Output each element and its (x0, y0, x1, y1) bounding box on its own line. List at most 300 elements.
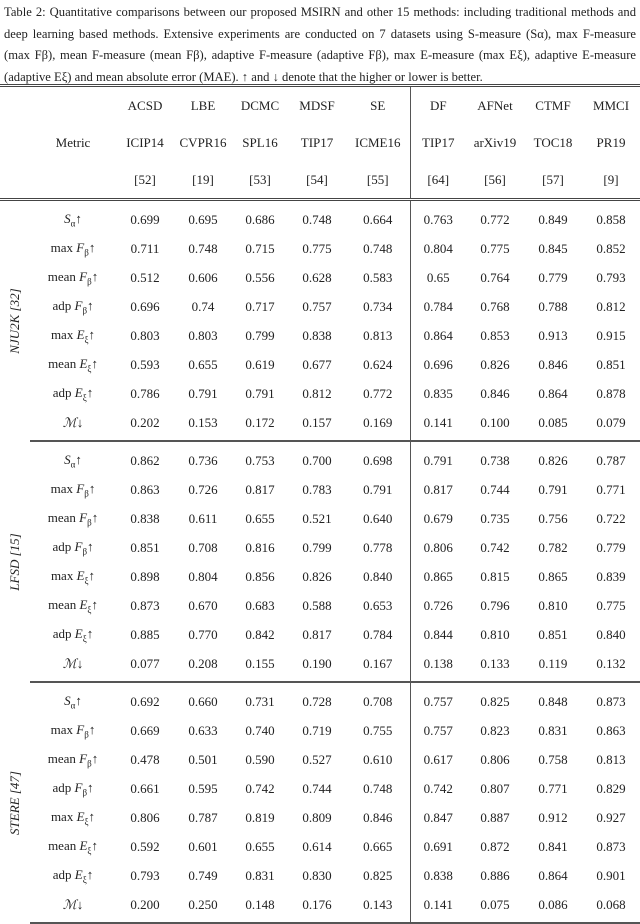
metric-symbol: E (79, 355, 88, 371)
table-row (0, 832, 640, 861)
table-cell: 0.823 (480, 722, 510, 738)
table-cell: 0.755 (346, 716, 410, 745)
table-cell: 0.077 (116, 649, 174, 682)
table-row (0, 234, 640, 263)
table-cell: 0.835 (423, 385, 453, 401)
table-cell: 0.830 (302, 867, 332, 883)
table-cell: 0.719 (302, 722, 332, 738)
table-cell: 0.865 (423, 568, 453, 584)
table-cell: 0.913 (538, 327, 568, 343)
table-cell: 0.734 (346, 292, 410, 321)
metric-header: Metric (55, 134, 91, 150)
table-cell: 0.829 (596, 780, 626, 796)
metric-header (30, 161, 116, 200)
table-cell: 0.864 (538, 867, 568, 883)
table-cell: 0.756 (538, 510, 568, 526)
table-cell: 0.758 (538, 751, 568, 767)
metric-label: $\max F_\beta↑$ (50, 721, 96, 740)
metric-label (30, 200, 116, 235)
metric-arrow: ↑ (91, 268, 99, 284)
metric-label: adp $E_\xi↑$ (52, 625, 94, 644)
table-cell: 0.138 (410, 649, 466, 682)
table-cell: 0.817 (302, 626, 332, 642)
table-cell: 0.786 (130, 385, 160, 401)
table-cell: 0.167 (346, 649, 410, 682)
table-cell: 0.779 (596, 539, 626, 555)
table-cell: 0.816 (245, 539, 275, 555)
table-cell: 0.664 (346, 200, 410, 235)
table-cell: 0.653 (346, 591, 410, 620)
table-cell: 0.692 (130, 693, 160, 709)
table-row (0, 861, 640, 890)
table-cell: 0.791 (423, 452, 453, 468)
table-cell: 0.655 (188, 356, 218, 372)
metric-arrow: ↓ (76, 655, 84, 671)
header-row (0, 124, 640, 161)
table-cell: 0.735 (480, 510, 510, 526)
metric-symbol: F (76, 721, 85, 737)
dataset-name (0, 200, 30, 442)
table-cell: 0.826 (538, 452, 568, 468)
metric-arrow: ↑ (88, 239, 96, 255)
method-name: MDSF (288, 86, 346, 125)
metric-label: mean $E_\xi↑$ (48, 596, 98, 615)
table-cell: 0.873 (596, 693, 626, 709)
table-cell: 0.856 (245, 568, 275, 584)
table-cell: 0.791 (538, 481, 568, 497)
table-row (0, 533, 640, 562)
table-row (0, 321, 640, 350)
table-cell: 0.799 (245, 327, 275, 343)
table-cell: 0.695 (188, 211, 218, 227)
table-cell: 0.190 (288, 649, 346, 682)
table-cell: 0.810 (538, 597, 568, 613)
table-cell: 0.772 (480, 211, 510, 227)
metric-symbol: F (74, 297, 83, 313)
method-venue: arXiv19 (473, 134, 517, 150)
method-venue: TOC18 (533, 134, 573, 150)
table-cell: 0.841 (538, 838, 568, 854)
dataset-label: LFSD [15] (7, 532, 22, 591)
table-cell: 0.698 (346, 441, 410, 475)
method-ref: [19] (174, 161, 232, 200)
metric-symbol: F (79, 509, 88, 525)
table-cell: 0.478 (130, 751, 160, 767)
table-cell: 0.726 (188, 481, 218, 497)
metric-arrow: ↑ (88, 721, 96, 737)
metric-label: mean $E_\xi↑$ (48, 837, 98, 856)
table-cell: 0.742 (245, 780, 275, 796)
metric-subscript: β (84, 488, 89, 499)
table-cell: 0.768 (480, 298, 510, 314)
metric-symbol: F (74, 779, 83, 795)
metric-arrow: ↑ (86, 625, 94, 641)
table-cell: 0.169 (346, 408, 410, 441)
table-row (0, 292, 640, 321)
table-cell: 0.772 (346, 379, 410, 408)
table-cell: 0.155 (232, 649, 288, 682)
metric-arrow: ↑ (88, 567, 96, 583)
table-cell: 0.872 (480, 838, 510, 854)
table-cell: 0.810 (480, 626, 510, 642)
table-cell: 0.886 (480, 867, 510, 883)
table-cell: 0.825 (346, 861, 410, 890)
metric-arrow: ↑ (87, 297, 94, 313)
table-cell: 0.898 (130, 568, 160, 584)
table-cell: 0.793 (130, 867, 160, 883)
table-cell: 0.176 (288, 890, 346, 923)
metric-arrow: ↑ (75, 451, 82, 467)
table-cell: 0.744 (302, 780, 332, 796)
table-cell: 0.696 (423, 356, 453, 372)
table-cell: 0.831 (245, 867, 275, 883)
table-cell: 0.757 (423, 693, 453, 709)
dataset-group (0, 441, 640, 682)
table-cell: 0.665 (346, 832, 410, 861)
metric-subscript: ξ (84, 816, 89, 827)
table-cell: 0.862 (130, 452, 160, 468)
header-spacer (0, 124, 30, 161)
table-cell: 0.853 (480, 327, 510, 343)
metric-symbol: E (74, 384, 83, 400)
table-row (0, 591, 640, 620)
method-ref: [52] (116, 161, 174, 200)
metric-label: $\max E_\xi↑$ (50, 567, 96, 586)
table-cell: 0.803 (130, 327, 160, 343)
method-venue: CVPR16 (179, 134, 227, 150)
metric-subscript: ξ (82, 633, 87, 644)
table-cell: 0.753 (245, 452, 275, 468)
dataset-group (0, 200, 640, 442)
table-cell: 0.748 (346, 774, 410, 803)
table-cell: 0.793 (596, 269, 626, 285)
table-cell: 0.764 (480, 269, 510, 285)
table-cell: 0.749 (188, 867, 218, 883)
method-name: LBE (174, 86, 232, 125)
metric-symbol: ℳ (62, 655, 77, 671)
table-cell: 0.849 (538, 211, 568, 227)
table-cell: 0.839 (596, 568, 626, 584)
table-cell: 0.885 (130, 626, 160, 642)
table-cell: 0.804 (423, 240, 453, 256)
method-ref: [9] (582, 161, 640, 200)
table-cell: 0.847 (423, 809, 453, 825)
table-cell: 0.501 (188, 751, 218, 767)
method-venue: SPL16 (242, 134, 278, 150)
metric-arrow: ↑ (91, 509, 99, 525)
table-cell: 0.590 (245, 751, 275, 767)
table-cell: 0.588 (302, 597, 332, 613)
table-cell: 0.708 (188, 539, 218, 555)
table-cell: 0.661 (130, 780, 160, 796)
table-cell: 0.691 (423, 838, 453, 854)
table-cell: 0.085 (524, 408, 582, 441)
metric-label: mean $F_\beta↑$ (47, 509, 99, 528)
table-cell: 0.143 (346, 890, 410, 923)
table-cell: 0.521 (302, 510, 332, 526)
metric-subscript: β (87, 517, 92, 528)
table-cell: 0.915 (596, 327, 626, 343)
metric-subscript: β (84, 247, 89, 258)
table-cell: 0.851 (538, 626, 568, 642)
metric-subscript: β (82, 305, 88, 316)
table-row (0, 620, 640, 649)
metric-symbol: E (76, 326, 85, 342)
table-cell: 0.748 (346, 234, 410, 263)
header-row (0, 161, 640, 200)
table-cell: 0.838 (130, 510, 160, 526)
metric-symbol: E (74, 866, 83, 882)
table-cell: 0.784 (346, 620, 410, 649)
table-cell: 0.592 (130, 838, 160, 854)
method-name: MMCI (582, 86, 640, 125)
metric-label (30, 649, 116, 682)
metric-symbol: ℳ (62, 896, 77, 912)
table-cell: 0.844 (423, 626, 453, 642)
table-cell: 0.901 (596, 867, 626, 883)
table-cell: 0.770 (188, 626, 218, 642)
metric-symbol: F (79, 268, 88, 284)
table-cell: 0.812 (596, 298, 626, 314)
table-cell: 0.775 (480, 240, 510, 256)
table-cell: 0.742 (480, 539, 510, 555)
metric-symbol: S (64, 451, 71, 467)
metric-subscript: β (87, 276, 92, 287)
table-row (0, 716, 640, 745)
metric-subscript: β (87, 758, 92, 769)
table-cell: 0.726 (423, 597, 453, 613)
table-cell: 0.619 (245, 356, 275, 372)
table-cell: 0.819 (245, 809, 275, 825)
table-cell: 0.611 (188, 510, 218, 526)
table-cell: 0.660 (188, 693, 218, 709)
table-cell: 0.817 (423, 481, 453, 497)
metric-subscript: ξ (87, 845, 92, 856)
method-ref: [55] (346, 161, 410, 200)
metric-arrow: ↑ (88, 480, 96, 496)
table-cell: 0.803 (188, 327, 218, 343)
metric-label: $\max F_\beta↑$ (50, 239, 96, 258)
table-cell: 0.807 (480, 780, 510, 796)
metric-arrow: ↑ (91, 750, 99, 766)
table-cell: 0.788 (538, 298, 568, 314)
method-name: CTMF (524, 86, 582, 125)
table-cell: 0.815 (480, 568, 510, 584)
metric-arrow: ↑ (91, 355, 98, 371)
table-cell: 0.74 (191, 298, 215, 314)
table-cell: 0.614 (302, 838, 332, 854)
dataset-group (0, 682, 640, 923)
table-cell: 0.838 (423, 867, 453, 883)
table-cell: 0.715 (245, 240, 275, 256)
table-cell: 0.787 (596, 452, 626, 468)
method-ref: [54] (288, 161, 346, 200)
table-row (0, 682, 640, 716)
table-cell: 0.912 (538, 809, 568, 825)
dataset-name (0, 682, 30, 923)
method-name: AFNet (466, 86, 524, 125)
table-cell: 0.141 (410, 890, 466, 923)
table-cell: 0.617 (423, 751, 453, 767)
metric-label: mean $F_\beta↑$ (47, 268, 99, 287)
metric-label: $\max E_\xi↑$ (50, 808, 96, 827)
table-row (0, 408, 640, 441)
table-cell: 0.851 (596, 356, 626, 372)
table-cell: 0.796 (480, 597, 510, 613)
metric-label: adp $E_\xi↑$ (52, 384, 94, 403)
metric-symbol: ℳ (62, 414, 77, 430)
table-cell: 0.686 (245, 211, 275, 227)
table-cell: 0.655 (245, 838, 275, 854)
table-cell: 0.757 (423, 722, 453, 738)
metric-symbol: E (79, 837, 88, 853)
metric-subscript: α (70, 459, 76, 470)
metric-arrow: ↑ (91, 596, 98, 612)
table-cell: 0.696 (130, 298, 160, 314)
metric-subscript: ξ (82, 392, 87, 403)
metric-label: adp $F_\beta↑$ (52, 297, 94, 316)
table-cell: 0.512 (130, 269, 160, 285)
table-cell: 0.817 (245, 481, 275, 497)
metric-subscript: ξ (84, 575, 89, 586)
table-cell: 0.771 (596, 481, 626, 497)
table-row (0, 350, 640, 379)
table-cell: 0.200 (116, 890, 174, 923)
table-cell: 0.809 (302, 809, 332, 825)
table-cell: 0.840 (596, 626, 626, 642)
table-cell: 0.748 (302, 211, 332, 227)
metric-subscript: β (82, 546, 88, 557)
table-cell: 0.742 (423, 780, 453, 796)
header-spacer (0, 86, 30, 125)
table-cell: 0.628 (302, 269, 332, 285)
table-cell: 0.748 (188, 240, 218, 256)
table-cell: 0.806 (480, 751, 510, 767)
table-cell: 0.784 (423, 298, 453, 314)
metric-header (30, 86, 116, 125)
table-cell: 0.846 (346, 803, 410, 832)
metric-label (30, 408, 116, 441)
table-cell: 0.079 (582, 408, 640, 441)
table-row (0, 562, 640, 591)
method-ref: [56] (466, 161, 524, 200)
table-cell: 0.878 (596, 385, 626, 401)
metric-subscript: ξ (84, 334, 89, 345)
table-row (0, 263, 640, 292)
table-cell: 0.731 (245, 693, 275, 709)
table-cell: 0.838 (302, 327, 332, 343)
table-row (0, 649, 640, 682)
table-cell: 0.791 (188, 385, 218, 401)
metric-subscript: α (70, 700, 76, 711)
metric-symbol: F (76, 239, 85, 255)
table-cell: 0.148 (232, 890, 288, 923)
table-cell: 0.250 (174, 890, 232, 923)
metric-label (30, 441, 116, 475)
table-cell: 0.711 (130, 240, 160, 256)
metric-arrow: ↑ (75, 210, 82, 226)
table-cell: 0.763 (423, 211, 453, 227)
table-cell: 0.771 (538, 780, 568, 796)
metric-symbol: E (74, 625, 83, 641)
table-cell: 0.699 (130, 211, 160, 227)
table-cell: 0.873 (596, 838, 626, 854)
table-cell: 0.804 (188, 568, 218, 584)
table-cell: 0.677 (302, 356, 332, 372)
table-cell: 0.708 (346, 682, 410, 716)
table-cell: 0.863 (596, 722, 626, 738)
metric-symbol: S (64, 210, 71, 226)
comparison-table (0, 84, 640, 924)
metric-symbol: E (79, 596, 88, 612)
table-cell: 0.722 (596, 510, 626, 526)
table-cell: 0.556 (245, 269, 275, 285)
table-cell: 0.633 (188, 722, 218, 738)
table-cell: 0.825 (480, 693, 510, 709)
table-cell: 0.624 (346, 350, 410, 379)
table-cell: 0.738 (480, 452, 510, 468)
table-cell: 0.075 (466, 890, 524, 923)
table-cell: 0.851 (130, 539, 160, 555)
table-cell: 0.864 (423, 327, 453, 343)
metric-arrow: ↑ (88, 326, 96, 342)
table-cell: 0.157 (288, 408, 346, 441)
table-cell: 0.610 (346, 745, 410, 774)
metric-arrow: ↑ (87, 538, 94, 554)
table-cell: 0.864 (538, 385, 568, 401)
method-name: DCMC (232, 86, 288, 125)
table-cell: 0.606 (188, 269, 218, 285)
table-cell: 0.791 (346, 475, 410, 504)
metric-subscript: ξ (87, 363, 92, 374)
table-row (0, 475, 640, 504)
table-cell: 0.736 (188, 452, 218, 468)
metric-label (30, 890, 116, 923)
table-cell: 0.119 (524, 649, 582, 682)
table-cell: 0.799 (302, 539, 332, 555)
table-cell: 0.775 (302, 240, 332, 256)
header-row (0, 86, 640, 125)
table-cell: 0.679 (423, 510, 453, 526)
table-cell: 0.655 (245, 510, 275, 526)
metric-subscript: ξ (87, 604, 92, 615)
table-cell: 0.740 (245, 722, 275, 738)
table-cell: 0.865 (538, 568, 568, 584)
table-cell: 0.068 (582, 890, 640, 923)
table-cell: 0.527 (302, 751, 332, 767)
table-cell: 0.669 (130, 722, 160, 738)
metric-label: adp $F_\beta↑$ (52, 779, 94, 798)
metric-label: adp $F_\beta↑$ (52, 538, 94, 557)
table-cell: 0.806 (423, 539, 453, 555)
table-cell: 0.812 (302, 385, 332, 401)
table-cell: 0.640 (346, 504, 410, 533)
table-cell: 0.153 (174, 408, 232, 441)
table-cell: 0.813 (346, 321, 410, 350)
table-cell: 0.65 (426, 269, 450, 285)
metric-symbol: F (74, 538, 83, 554)
table-cell: 0.787 (188, 809, 218, 825)
table-row (0, 774, 640, 803)
table-cell: 0.141 (410, 408, 466, 441)
table-cell: 0.782 (538, 539, 568, 555)
table-cell: 0.887 (480, 809, 510, 825)
method-venue: TIP17 (300, 134, 334, 150)
table-cell: 0.717 (245, 298, 275, 314)
table-cell: 0.813 (596, 751, 626, 767)
table-caption: Table 2: Quantitative comparisons between our proposed MSIRN and other 15 methods: including traditional methods and deep learning based methods. Extensive experiments are conducted on 7 datasets using S-measure (Sα), max F-measure (max Fβ), mean F-measure (mean Fβ), adaptive F-measure (adaptive Fβ), max E-measure (max Eξ), adaptive E-measure (adaptive Eξ) and mean absolute error (MAE). ↑ and ↓ denote that the higher or lower is better. (4, 5, 636, 84)
metric-subscript: β (84, 729, 89, 740)
